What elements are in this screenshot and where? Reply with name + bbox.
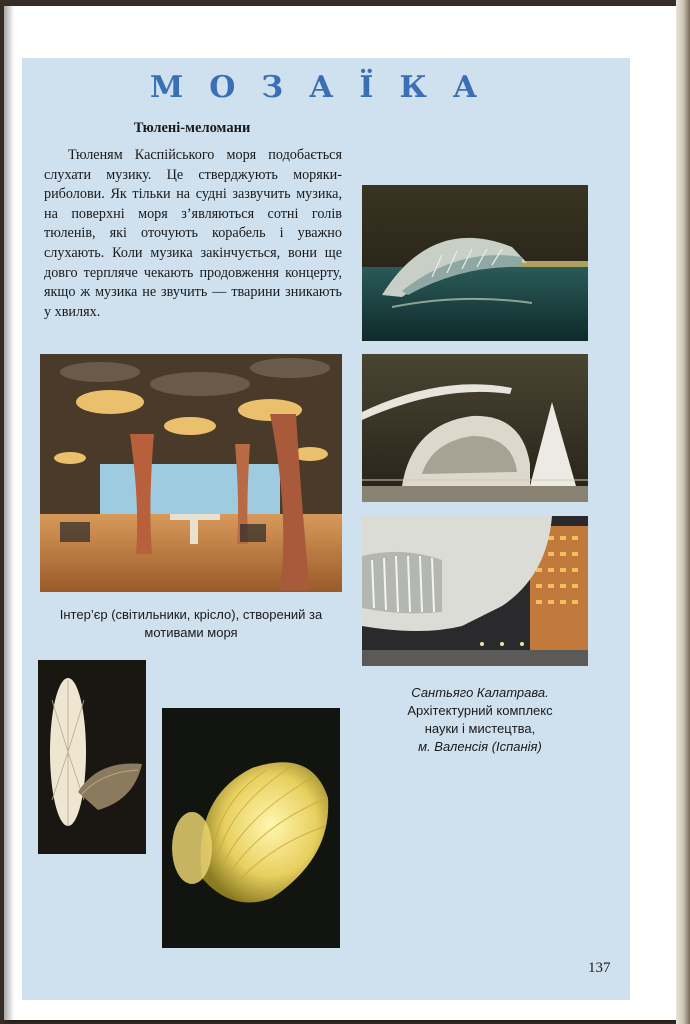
caption-interior: Інтер’єр (світильники, крісло), створений за мотивами моря — [59, 607, 323, 640]
photo-shell-chair — [162, 708, 340, 948]
article-heading: Тюлені-меломани — [133, 120, 251, 136]
caption-complex-line2: науки і мистецтва, — [424, 721, 536, 736]
article-body — [44, 146, 342, 322]
page-gutter-shadow — [4, 6, 14, 1020]
photo-shell-lamp — [38, 660, 146, 854]
page-number: 137 — [588, 960, 611, 976]
photo-valencia-hemisferic — [362, 185, 588, 341]
page-title: МОЗАЇКА — [150, 70, 504, 105]
caption-architecture — [380, 684, 580, 756]
page-edge — [676, 0, 690, 1024]
caption-architect: Сантьяго Калатрава. — [411, 685, 549, 700]
caption-complex-line1: Архітектурний комплекс — [407, 703, 553, 718]
article-paragraph: Тюленям Каспійського моря подобається слухати музику. Це стверджують моряки-риболови. Як тільки на судні зазвучить музика, на поверхні моря з’являються сотні голів тюленів, які оточують корабель і уважно слухають. Коли музика закінчується, вони ще довго терпляче чекають продовження концерту, якщо ж музика не звучить — тварини зникають у хвилях. — [44, 147, 342, 320]
photo-sea-interior — [40, 354, 342, 592]
caption-city: м. Валенсія (Іспанія) — [418, 739, 542, 754]
photo-valencia-detail — [362, 516, 588, 666]
photo-valencia-opera — [362, 354, 588, 502]
